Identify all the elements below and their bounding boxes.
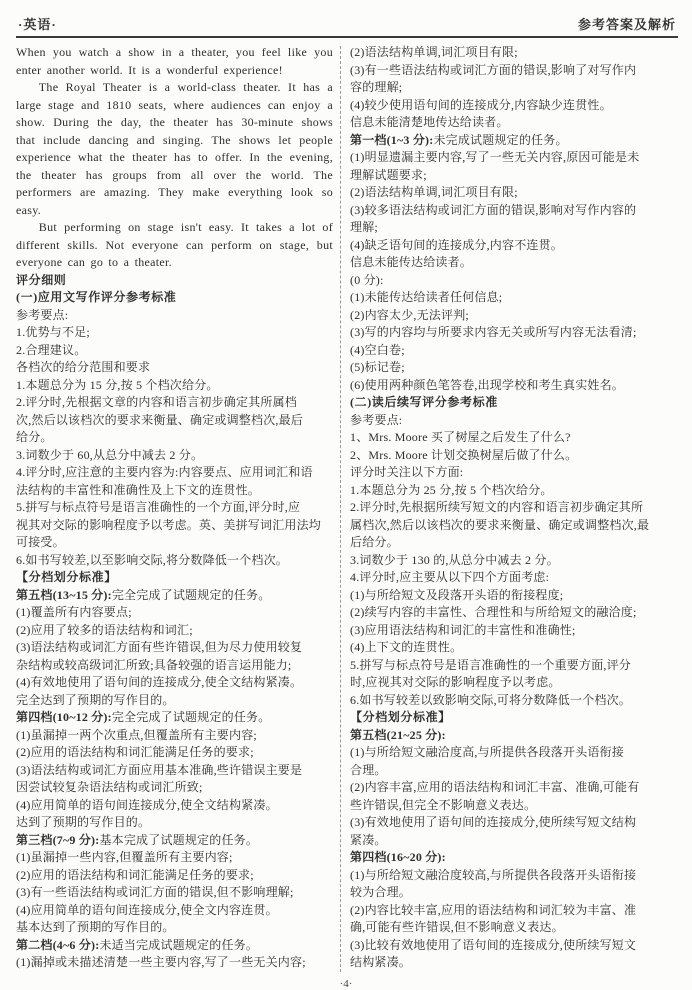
text-line: 确,可能有些许错误,但不影响意义表达。 bbox=[350, 920, 564, 934]
text-line: (2)内容丰富,应用的语法结构和词汇丰富、准确,可能有 bbox=[350, 780, 640, 794]
text-line: 评分时关注以下方面: bbox=[350, 465, 464, 479]
text-line: (1)漏掉或未描述清楚一些主要内容,写了一些无关内容; bbox=[16, 955, 306, 969]
text-line: 时,应视其对交际的影响程度予以考虑。 bbox=[350, 675, 561, 689]
text-line: 4.评分时,应主要从以下四个方面考虑: bbox=[350, 570, 550, 584]
text-line: 属档次,然后以该档次的要求来衡量、确定或调整档次,最 bbox=[350, 517, 650, 532]
text-line: (6)使用两种颜色笔答卷,出现学校和考生真实姓名。 bbox=[350, 377, 624, 392]
text-line: 结构紧凑。 bbox=[350, 955, 412, 969]
text-line: (3)语法结构或词汇方面有些许错误,但为尽力使用较复 bbox=[16, 640, 303, 654]
text-line: 参考要点: bbox=[16, 307, 69, 322]
bold-lead: 第五档(21~25 分): bbox=[350, 727, 446, 742]
text-line: 3.词数少于 130 的,从总分中减去 2 分。 bbox=[350, 552, 559, 567]
bold-lead: 【分档划分标准】 bbox=[16, 570, 117, 584]
text-line: (4)应用简单的语句间连接成分,使全文结构紧凑。 bbox=[16, 797, 278, 812]
text-line: different skills. Not everyone can perform on stage, but bbox=[16, 237, 333, 252]
text-line: (2)语法结构单调,词汇项目有限; bbox=[350, 45, 518, 59]
text-line: (1)与所给短文融洽度较高,与所提供各段落开头语衔接 bbox=[350, 867, 637, 882]
text-line: (1)覆盖所有内容要点; bbox=[16, 605, 132, 619]
text-line: 第一档(1~3 分):未完成试题规定的任务。 bbox=[350, 132, 568, 147]
text-line: (1)与所给短文及段落开头语的衔接程度; bbox=[350, 587, 564, 602]
text-line: (4)缺乏语句间的连接成分,内容不连贯。 bbox=[350, 237, 563, 252]
text-line: (2)续写内容的丰富性、合理性和与所给短文的融洽度; bbox=[350, 605, 637, 619]
text-line: (2)语法结构单调,词汇项目有限; bbox=[350, 185, 518, 199]
page-number: ·4· bbox=[339, 978, 353, 990]
text-line: (2)应用的语法结构和词汇能满足任务的要求; bbox=[16, 745, 254, 759]
subject-label: ·英语· bbox=[18, 17, 57, 32]
header-title: 参考答案及解析 bbox=[577, 17, 676, 32]
text-line: 1.本题总分为 25 分,按 5 个档次给分。 bbox=[350, 482, 553, 497]
text-line: (1)未能传达给读者任何信息; bbox=[350, 290, 503, 304]
text-line: 2、Mrs. Moore 计划交换树屋后做了什么。 bbox=[350, 447, 578, 462]
bold-lead: (二)读后续写评分参考标准 bbox=[350, 395, 498, 409]
text-line: enter another world. It is a wonderful experience! bbox=[16, 62, 283, 77]
text-line: 4.评分时,应注意的主要内容为:内容要点、应用词汇和语 bbox=[16, 465, 313, 479]
text-line: (4)空白卷; bbox=[350, 342, 405, 357]
text-line: 2.合理建议。 bbox=[16, 342, 87, 357]
text-line: 参考要点: bbox=[350, 412, 403, 427]
text-line: 信息未能清楚地传达给读者。 bbox=[350, 115, 509, 129]
text-line: (3)语法结构或词汇方面应用基本准确,些许错误主要是 bbox=[16, 762, 303, 777]
text-line: 理解试题要求; bbox=[350, 167, 427, 182]
text-line: (4)应用简单的语句间连接成分,使全文内容连贯。 bbox=[16, 902, 278, 917]
bold-lead: 【分档划分标准】 bbox=[350, 710, 451, 724]
text-line: 后给分。 bbox=[350, 535, 399, 549]
text-line: 5.拼写与标点符号是语言准确性的一个重要方面,评分 bbox=[350, 657, 632, 672]
text-line: easy. bbox=[16, 202, 42, 217]
bold-lead: 第五档(13~15 分): bbox=[16, 587, 112, 602]
text-line: (3)写的内容均与所要求内容无关或所写内容无法看清; bbox=[350, 325, 637, 339]
text-line: everyone can go to a theater. bbox=[16, 255, 172, 269]
text-line: (1)虽漏掉一两个次重点,但覆盖所有主要内容; bbox=[16, 727, 257, 742]
text-line: (2)内容太少,无法评判; bbox=[350, 307, 469, 322]
text-line: 基本达到了预期的写作目的。 bbox=[16, 920, 175, 934]
text-line: that include dancing and singing. The shows let people bbox=[16, 132, 333, 147]
bold-lead: 评分细则 bbox=[16, 272, 67, 287]
text-line: 视其对交际的影响程度予以考虑。英、美拼写词汇用法均 bbox=[16, 517, 322, 532]
text-line: 3.词数少于 60,从总分中减去 2 分。 bbox=[16, 447, 204, 462]
text-line: 5.拼写与标点符号是语言准确性的一个方面,评分时,应 bbox=[16, 500, 301, 514]
text-line: (3)比较有效地使用了语句间的连接成分,使所续写短文 bbox=[350, 937, 637, 952]
text-line: (1)虽漏掉一些内容,但覆盖所有主要内容; bbox=[16, 850, 233, 864]
text-line: 第五档(13~15 分):完全完成了试题规定的任务。 bbox=[16, 587, 271, 602]
text-line: But performing on stage isn't easy. It takes a lot of bbox=[38, 220, 333, 234]
text-line: 紧凑。 bbox=[350, 832, 387, 847]
text-line bbox=[350, 849, 665, 867]
text-line: 1.优势与不足; bbox=[16, 325, 90, 339]
bold-lead: (一)应用文写作评分参考标准 bbox=[16, 290, 177, 304]
text-line: (5)标记卷; bbox=[350, 360, 405, 374]
text-line bbox=[350, 709, 665, 727]
text-line: 理解; bbox=[350, 220, 378, 234]
text-line: (0 分): bbox=[350, 272, 384, 287]
text-line bbox=[16, 289, 333, 307]
text-line: 可接受。 bbox=[16, 535, 65, 549]
text-line: (1)明显遗漏主要内容,写了一些无关内容,原因可能是未 bbox=[350, 150, 640, 164]
text-line: large stage and 1810 seats, where audiences can enjoy a bbox=[16, 97, 333, 112]
text-line: 达到了预期的写作目的。 bbox=[16, 815, 151, 829]
text-line: (2)应用的语法结构和词汇能满足任务的要求; bbox=[16, 867, 254, 882]
text-line: 合理。 bbox=[350, 762, 387, 777]
text-line: (4)有效地使用了语句间的连接成分,使全文结构紧凑。 bbox=[16, 675, 303, 689]
bold-lead: 第二档(4~6 分): bbox=[16, 937, 100, 952]
text-line: 次,然后以该档次的要求来衡量、确定或调整档次,最后 bbox=[16, 412, 304, 427]
two-column-body bbox=[16, 44, 678, 972]
bold-lead: 第三档(7~9 分): bbox=[16, 832, 100, 847]
text-line: 杂结构或较高级词汇所致;具备较强的语言运用能力; bbox=[16, 657, 292, 672]
text-line: performers are amazing. They make everything look so bbox=[16, 185, 333, 199]
bold-lead: 第一档(1~3 分): bbox=[350, 132, 434, 147]
text-line: 各档次的给分范围和要求 bbox=[16, 360, 151, 374]
text-line: 1.本题总分为 15 分,按 5 个档次给分。 bbox=[16, 377, 219, 392]
text-line: (3)应用语法结构和词汇的丰富性和准确性; bbox=[350, 622, 576, 637]
left-column bbox=[16, 44, 340, 972]
text-line: 容的理解; bbox=[350, 80, 403, 94]
text-line: 2.评分时,先根据文章的内容和语言初步确定其所属档 bbox=[16, 395, 298, 409]
text-line: 1、Mrs. Moore 买了树屋之后发生了什么? bbox=[350, 430, 571, 444]
text-line: 6.如书写较差以致影响交际,可将分数降低一个档次。 bbox=[350, 692, 632, 707]
text-line: The Royal Theater is a world-class theater. It has a bbox=[38, 80, 333, 94]
text-line: 第四档(10~12 分):完全完成了试题规定的任务。 bbox=[16, 710, 271, 724]
text-line: (3)有一些语法结构或词汇方面的错误,但不影响理解; bbox=[16, 885, 294, 899]
text-line: 第二档(4~6 分):未适当完成试题规定的任务。 bbox=[16, 937, 259, 952]
text-line: 完全达到了预期的写作目的。 bbox=[16, 692, 175, 707]
text-line: (3)较多语法结构或词汇方面的错误,影响对写作内容的 bbox=[350, 202, 637, 217]
right-column bbox=[341, 44, 665, 972]
text-line: experience what the theater has to offer. In the evening, bbox=[16, 150, 333, 164]
text-line: 第三档(7~9 分):基本完成了试题规定的任务。 bbox=[16, 832, 259, 847]
text-line: the theater has groups from all over the world. The bbox=[16, 167, 333, 182]
bold-lead: 第四档(16~20 分): bbox=[350, 850, 446, 864]
text-line: When you watch a show in a theater, you feel like you bbox=[16, 45, 333, 59]
text-line: (1)与所给短文融洽度高,与所提供各段落开头语衔接 bbox=[350, 745, 624, 759]
text-line: (2)应用了较多的语法结构和词汇; bbox=[16, 622, 193, 637]
text-line: (3)有效地使用了语句间的连接成分,使所续写短文结构 bbox=[350, 815, 637, 829]
text-line: (4)上下文的连贯性。 bbox=[350, 640, 463, 654]
text-line: 因尝试较复杂语法结构或词汇所致; bbox=[16, 780, 203, 794]
text-line bbox=[16, 569, 333, 587]
text-line: 较为合理。 bbox=[350, 885, 412, 899]
text-line: (3)有一些语法结构或词汇方面的错误,影响了对写作内 bbox=[350, 62, 637, 77]
text-line: 法结构的丰富性和准确性及上下文的连贯性。 bbox=[16, 482, 261, 497]
text-line bbox=[16, 272, 333, 290]
text-line: 给分。 bbox=[16, 430, 53, 444]
bold-lead: 第四档(10~12 分): bbox=[16, 710, 112, 724]
text-line: 些许错误,但完全不影响意义表达。 bbox=[350, 797, 537, 812]
page-header bbox=[16, 10, 678, 38]
text-line: (4)较少使用语句间的连接成分,内容缺少连贯性。 bbox=[350, 97, 612, 112]
text-line bbox=[350, 394, 665, 412]
text-line: 2.评分时,先根据所续写短文的内容和语言初步确定其所 bbox=[350, 500, 644, 514]
text-line: 信息未能传达给读者。 bbox=[350, 255, 473, 269]
text-line: 6.如书写较差,以至影响交际,将分数降低一个档次。 bbox=[16, 552, 289, 567]
text-line: show. During the day, the theater has 30-minute shows bbox=[16, 115, 333, 129]
text-line: (2)内容比较丰富,应用的语法结构和词汇较为丰富、准 bbox=[350, 902, 637, 917]
text-line bbox=[350, 727, 665, 745]
